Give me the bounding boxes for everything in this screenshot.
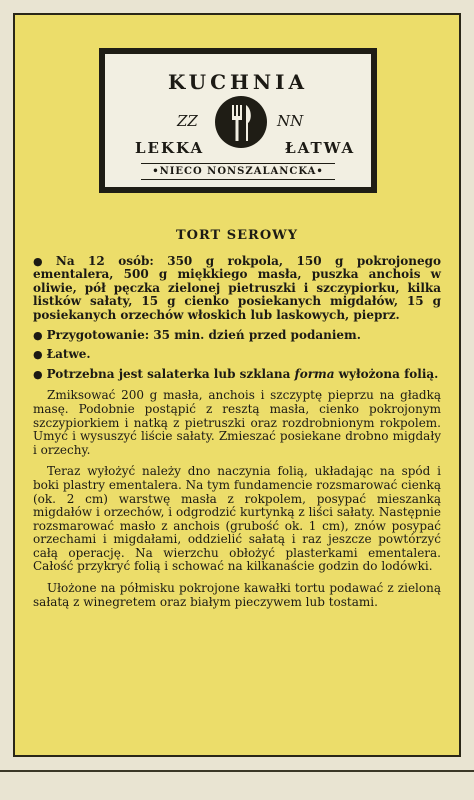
bullet-icon: ● (33, 367, 43, 381)
difficulty-text: Łatwe. (46, 347, 91, 362)
bullet-icon: ● (33, 254, 52, 268)
preparation-text: Przygotowanie: 35 min. dzień przed podaniem. (46, 327, 361, 342)
bottom-divider (0, 770, 474, 772)
recipe-content (33, 229, 441, 609)
logo-latwa-text: ŁATWA (285, 139, 356, 157)
equipment-text-suffix: wyłożona folią. (334, 366, 439, 381)
difficulty-item (33, 348, 441, 362)
method-paragraph-2: Teraz wyłożyć należy dno naczynia folią, układając na spód i boki plastry ementalera. Na tym fundamencie rozsmarować cienką (ok. 2 cm) warstwę masła z rokpolem, posypać mieszanką migdałów i orzechów, i odgrodzić kurtynką z liści sałaty. Następnie rozsmarować masło z anchois (grubość ok. 1 cm), znów posypać orzechami i migdałami, oddzielić sałatą i raz jeszcze powtórzyć całą operację. Na wierzchu obłożyć plasterkami ementalera. Całość przykryć folią i schować na kilkanaście godzin do lodówki. (33, 464, 441, 574)
method-paragraph-3: Ułożone na półmisku pokrojone kawałki tortu podawać z zieloną sałatą z winegretem oraz białym pieczywem lub tostami. (33, 581, 441, 609)
method-paragraph-1: Zmiksować 200 g masła, anchois i szczyptę pieprzu na gładką masę. Podobnie postąpić z resztą masła, cienko pokrojonym szczypiorkiem i natką z pietruszki oraz rozdrobnionym rokpolem. Umyć i wysuszyć liście sałaty. Zmieszać posiekane drobno migdały i orzechy. (33, 388, 441, 457)
preparation-item (33, 329, 441, 343)
logo-lekka-text: LEKKA (135, 139, 205, 157)
fork-knife-icon (215, 96, 267, 148)
equipment-text-prefix: Potrzebna jest salaterka lub szklana (46, 366, 295, 381)
kuchnia-logo-box (99, 48, 377, 193)
bullet-icon: ● (33, 328, 43, 342)
logo-kuchnia-text: KUCHNIA (167, 70, 309, 94)
logo-script-left: ZZ (177, 112, 198, 130)
equipment-item (33, 368, 441, 382)
ingredients-text: Na 12 osób: 350 g rokpola, 150 g pokrojonego ementalera, 500 g miękkiego masła, puszka anchois w oliwie, pół pęczka zielonej pietruszki i szczypiorku, kilka listków sałaty, 15 g cienko posiekanych migdałów, 15 g posiekanych orzechów włoskich lub laskowych, pieprz. (33, 253, 441, 322)
recipe-title: TORT SEROWY (175, 228, 299, 243)
logo-script-right: NN (277, 112, 304, 130)
bullet-icon: ● (33, 348, 43, 362)
ingredients-item (33, 255, 441, 323)
equipment-text-italic: forma (294, 366, 335, 381)
recipe-card (13, 13, 461, 757)
logo-nieco-text: •NIECO NONSZALANCKA• (141, 163, 335, 180)
